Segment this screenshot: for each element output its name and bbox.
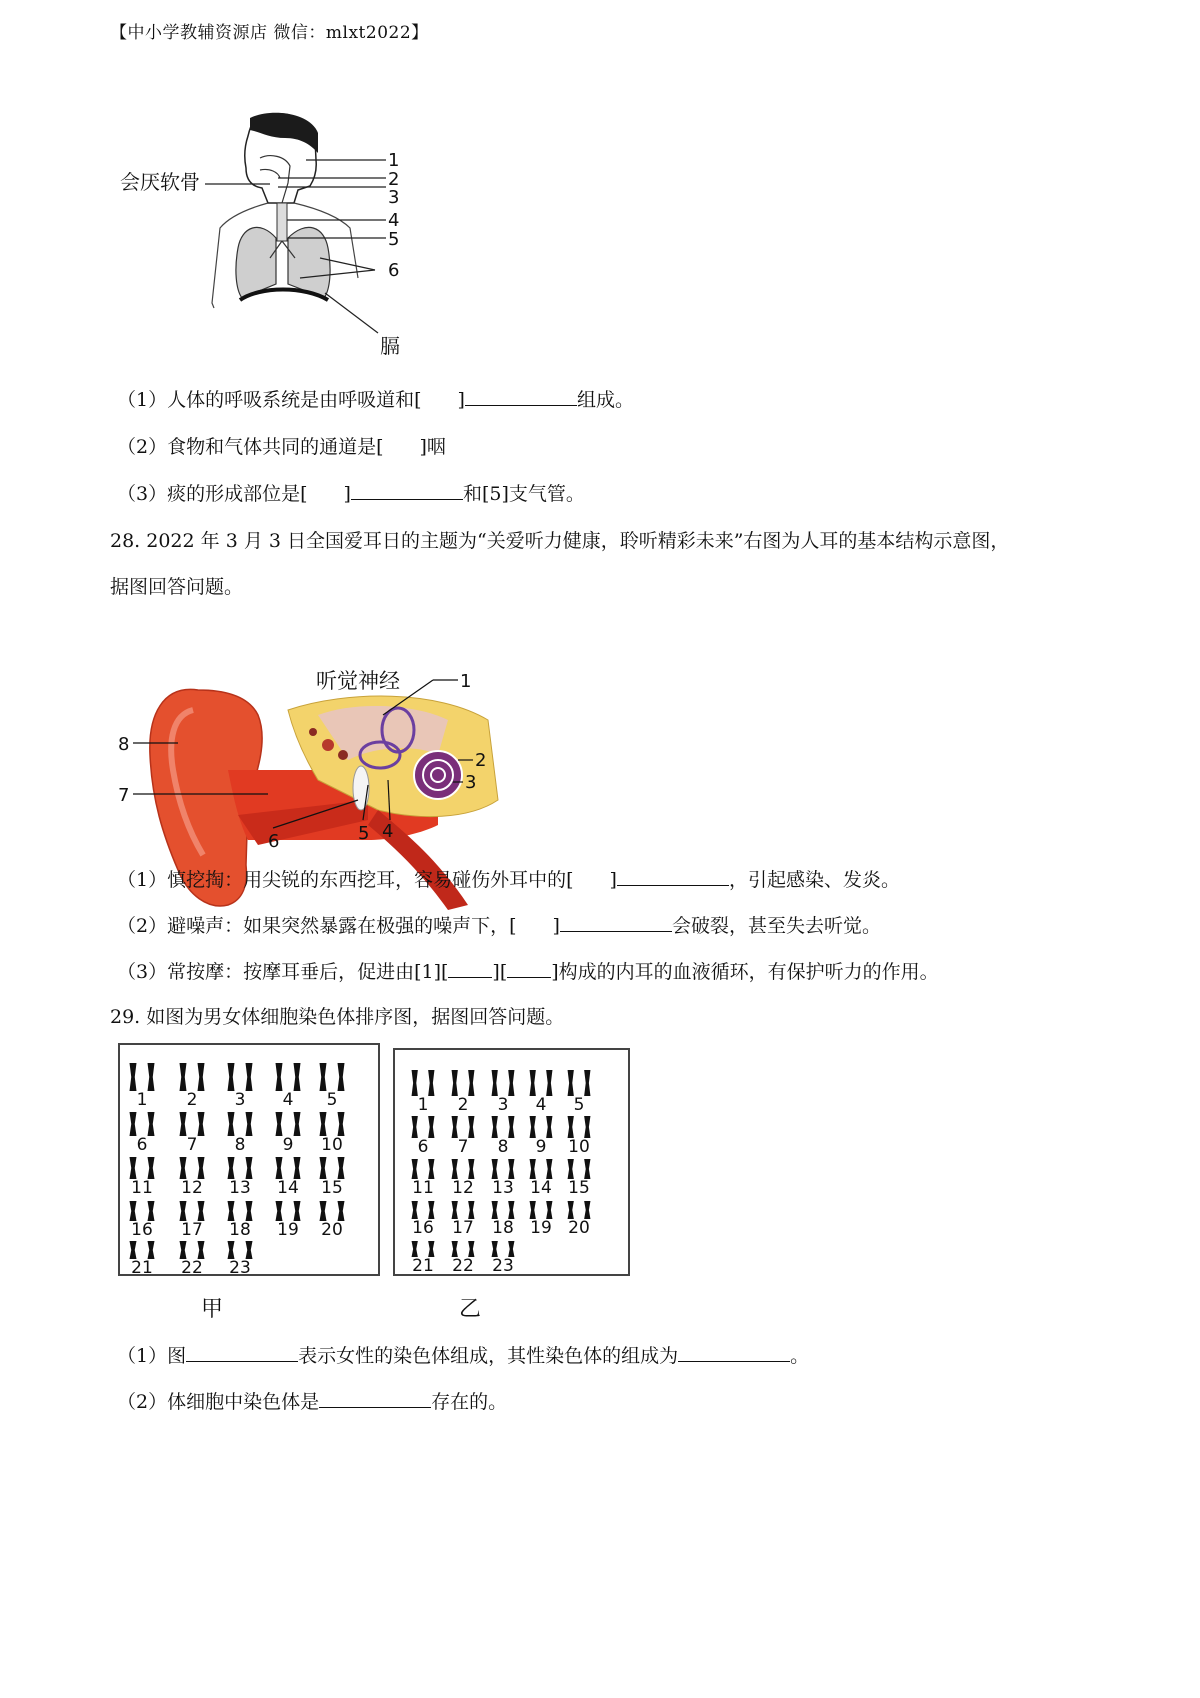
answer-blank[interactable]: [617, 868, 729, 886]
chromosome-pair: [452, 1070, 475, 1096]
label-num: 6: [268, 831, 280, 852]
chromosome-pair: [320, 1063, 345, 1091]
chromosome-number: 20: [321, 1220, 343, 1240]
q27-s3: （3）痰的形成部位是[ ] 和[5]支气管。: [117, 483, 585, 505]
chromosome-pair: [530, 1116, 553, 1138]
label-num: 5: [388, 229, 400, 250]
caption-panel-right: 乙: [459, 1297, 482, 1322]
chromosome-number: 12: [452, 1178, 474, 1198]
chromosome-pair: [130, 1157, 155, 1179]
chromosome-pair: [276, 1063, 301, 1091]
chromosome-number: 14: [530, 1178, 552, 1198]
chromosome-pair: [412, 1116, 435, 1138]
label-auditory-nerve: 听觉神经: [316, 669, 400, 693]
page-header: 【中小学教辅资源店 微信：mlxt2022】: [110, 23, 429, 43]
chromosome-pair: [180, 1112, 205, 1136]
label-num: 4: [382, 821, 394, 842]
chromosome-pair: [492, 1241, 515, 1257]
chromosome-pair: [412, 1241, 435, 1257]
chromosome-pair: [452, 1201, 475, 1219]
chromosome-pair: [130, 1112, 155, 1136]
chromosome-number: 7: [457, 1137, 469, 1157]
chromosome-pair: [452, 1116, 475, 1138]
chromosome-number: 8: [234, 1135, 246, 1155]
chromosome-number: 15: [321, 1178, 343, 1198]
chromosome-pair: [452, 1241, 475, 1257]
chromosome-pair: [276, 1157, 301, 1179]
chromosome-number: 23: [492, 1256, 514, 1274]
chromosome-pair: [276, 1112, 301, 1136]
chromosome-pair: [492, 1116, 515, 1138]
chromosome-pair: [180, 1201, 205, 1221]
chromosome-number: 19: [277, 1220, 299, 1240]
answer-blank[interactable]: [319, 1390, 431, 1408]
chromosome-pair: [320, 1157, 345, 1179]
chromosome-number: 9: [282, 1135, 294, 1155]
chromosome-pair: [412, 1070, 435, 1096]
respiratory-figure: [110, 108, 430, 368]
chromosome-number: 16: [131, 1220, 153, 1240]
chromosome-number: 20: [568, 1218, 590, 1238]
chromosome-number: 3: [234, 1090, 246, 1110]
label-epiglottis: 会厌软骨: [120, 170, 200, 194]
q28-stem-line1: 28. 2022 年 3 月 3 日全国爱耳日的主题为“关爱听力健康，聆听精彩未来”右图为人耳的基本结构示意图，: [110, 530, 1010, 552]
label-num: 1: [460, 671, 472, 692]
label-num: 6: [388, 260, 400, 281]
chromosome-pair: [180, 1063, 205, 1091]
q28-s2: （2）避噪声：如果突然暴露在极强的噪声下，[ ] 会破裂，甚至失去听觉。: [117, 915, 881, 937]
label-diaphragm: 膈: [380, 334, 400, 358]
chromosome-number: 4: [282, 1090, 294, 1110]
chromosome-number: 1: [417, 1095, 429, 1115]
chromosome-pair: [228, 1063, 253, 1091]
chromosome-pair: [568, 1159, 591, 1179]
chromosome-number: 9: [535, 1137, 547, 1157]
chromosome-number: 10: [321, 1135, 343, 1155]
chromosome-number: 13: [229, 1178, 251, 1198]
q27-s1: （1）人体的呼吸系统是由呼吸道和[ ] 组成。: [117, 389, 634, 411]
chromosome-number: 3: [497, 1095, 509, 1115]
label-num: 4: [388, 210, 400, 231]
chromosome-number: 10: [568, 1137, 590, 1157]
chromosome-pair: [228, 1112, 253, 1136]
chromosome-number: 18: [229, 1220, 251, 1240]
q28-s3: （3）常按摩：按摩耳垂后，促进由[1][ ][ ]构成的内耳的血液循环，有保护听力的作用。: [117, 961, 939, 983]
answer-blank[interactable]: [678, 1344, 790, 1362]
chromosome-pair: [452, 1159, 475, 1179]
label-num: 7: [118, 785, 130, 806]
chromosome-pair: [568, 1201, 591, 1219]
chromosome-pair: [276, 1201, 301, 1221]
chromosome-number: 21: [131, 1258, 153, 1274]
chromosome-pair: [228, 1201, 253, 1221]
label-num: 2: [475, 750, 487, 771]
answer-blank[interactable]: [351, 482, 463, 500]
label-num: 1: [388, 150, 400, 171]
chromosome-pair: [412, 1159, 435, 1179]
karyotype-panel-right: [393, 1048, 630, 1276]
chromosome-number: 13: [492, 1178, 514, 1198]
q28-stem-line2: 据图回答问题。: [110, 576, 244, 598]
chromosome-number: 6: [136, 1135, 148, 1155]
chromosome-number: 14: [277, 1178, 299, 1198]
chromosome-pair: [568, 1070, 591, 1096]
chromosome-number: 11: [131, 1178, 153, 1198]
chromosome-pair: [180, 1241, 205, 1259]
chromosome-number: 4: [535, 1095, 547, 1115]
chromosome-pair: [228, 1241, 253, 1259]
chromosome-number: 21: [412, 1256, 434, 1274]
chromosome-number: 23: [229, 1258, 251, 1274]
karyotype-panel-left: [118, 1043, 380, 1276]
chromosome-number: 17: [452, 1218, 474, 1238]
chromosome-pair: [530, 1070, 553, 1096]
chromosome-pair: [130, 1241, 155, 1259]
chromosome-pair: [492, 1070, 515, 1096]
chromosome-number: 16: [412, 1218, 434, 1238]
chromosome-pair: [530, 1201, 553, 1219]
answer-blank[interactable]: [465, 388, 577, 406]
q28-s1: （1）慎挖掏：用尖锐的东西挖耳，容易碰伤外耳中的[ ] ，引起感染、发炎。: [117, 869, 900, 891]
chromosome-pair: [320, 1112, 345, 1136]
chromosome-number: 15: [568, 1178, 590, 1198]
chromosome-pair: [320, 1201, 345, 1221]
chromosome-number: 8: [497, 1137, 509, 1157]
chromosome-pair: [180, 1157, 205, 1179]
chromosome-number: 2: [457, 1095, 469, 1115]
label-num: 3: [465, 772, 477, 793]
q29-s2: （2）体细胞中染色体是 存在的。: [117, 1391, 508, 1413]
chromosome-number: 22: [181, 1258, 203, 1274]
chromosome-number: 7: [186, 1135, 198, 1155]
q27-s2: （2）食物和气体共同的通道是[ ]咽: [117, 436, 446, 458]
q29-s1: （1）图 表示女性的染色体组成，其性染色体的组成为 。: [117, 1345, 810, 1367]
label-num: 8: [118, 734, 130, 755]
label-num: 5: [358, 823, 370, 844]
chromosome-pair: [228, 1157, 253, 1179]
chromosome-pair: [530, 1159, 553, 1179]
chromosome-number: 22: [452, 1256, 474, 1274]
chromosome-pair: [492, 1159, 515, 1179]
answer-blank[interactable]: [507, 960, 551, 978]
chromosome-pair: [492, 1201, 515, 1219]
answer-blank[interactable]: [448, 960, 492, 978]
label-num: 3: [388, 187, 400, 208]
chromosome-pair: [412, 1201, 435, 1219]
chromosome-number: 1: [136, 1090, 148, 1110]
chromosome-number: 2: [186, 1090, 198, 1110]
q29-stem: 29. 如图为男女体细胞染色体排序图，据图回答问题。: [110, 1006, 565, 1028]
chromosome-number: 5: [573, 1095, 585, 1115]
chromosome-pair: [130, 1063, 155, 1091]
chromosome-number: 17: [181, 1220, 203, 1240]
chromosome-number: 11: [412, 1178, 434, 1198]
chromosome-pair: [130, 1201, 155, 1221]
chromosome-number: 12: [181, 1178, 203, 1198]
chromosome-pair: [568, 1116, 591, 1138]
label-num: 2: [388, 169, 400, 190]
chromosome-number: 18: [492, 1218, 514, 1238]
caption-panel-left: 甲: [201, 1297, 224, 1322]
answer-blank[interactable]: [186, 1344, 298, 1362]
answer-blank[interactable]: [560, 914, 672, 932]
chromosome-number: 6: [417, 1137, 429, 1157]
chromosome-number: 5: [326, 1090, 338, 1110]
chromosome-number: 19: [530, 1218, 552, 1238]
